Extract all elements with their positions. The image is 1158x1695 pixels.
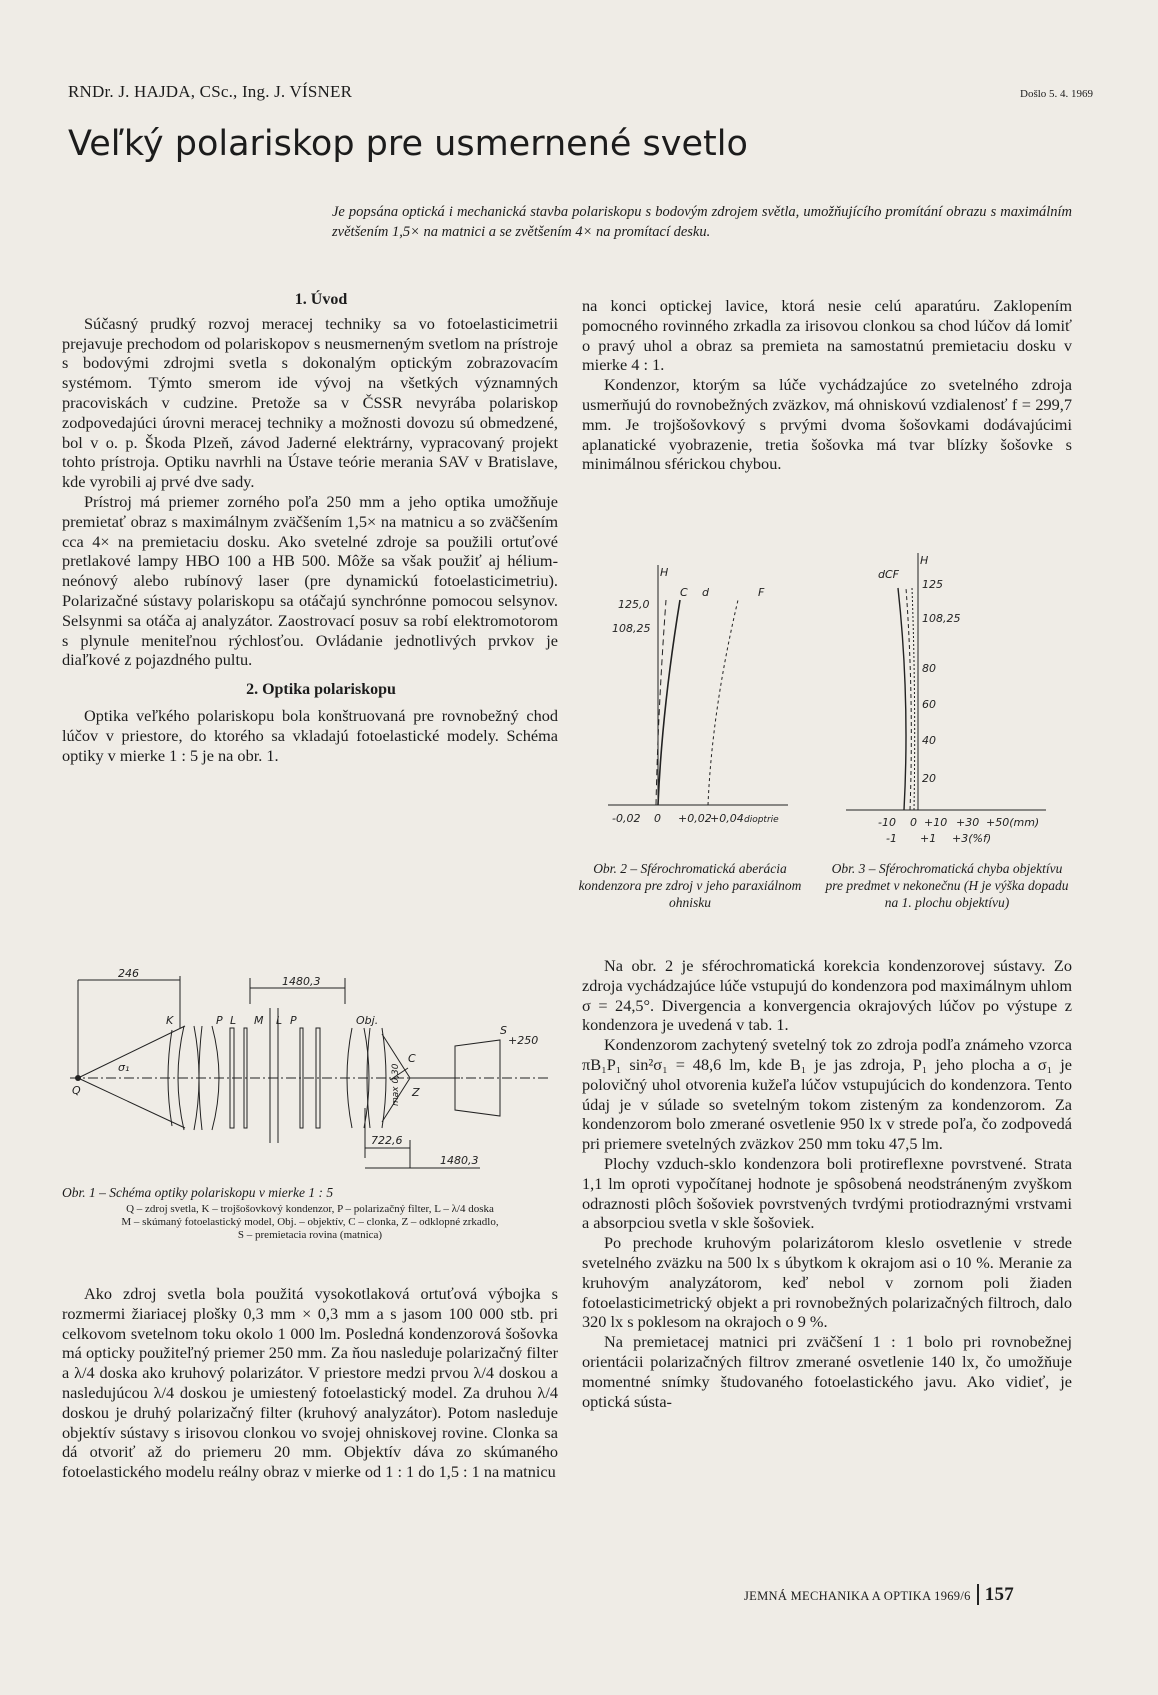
figure-1-caption: Obr. 1 – Schéma optiky polariskopu v mierke 1 : 5	[62, 1185, 334, 1200]
x-tick: -10	[878, 816, 896, 829]
y-tick: 108,25	[612, 622, 651, 635]
figure-3-chart	[826, 548, 1066, 848]
x-tick: +30	[956, 816, 980, 829]
abstract: Je popsána optická i mechanická stavba polariskopu s bodovým zdrojem světla, umožňujícího promítání obrazu s maximálním zvětšením 1,5× na matnici a se zvětšením 4× na promítací desku.	[332, 204, 1072, 240]
x-tick: 0	[910, 816, 917, 829]
axis-label-dCF: dCF	[878, 568, 899, 581]
label-Z: Z	[412, 1086, 420, 1099]
series-dCF-1	[898, 588, 906, 810]
label-L: L	[276, 1014, 283, 1027]
dim-label: 722,6	[371, 1134, 403, 1147]
paragraph: Prístroj má priemer zorného poľa 250 mm a jeho optika umožňuje premietať obraz s maximálnym zväčšením 1,5× na matnicu a so zväčšením cca 4× na premietaciu dosku. Ako svetelné zdroje sa použili ortuťové pretlakové lampy HBO 100 a HB 500. Môže sa však použiť aj hélium-neónový alebo rubínový laser (pre dynamickú fotoelasticimetriu). Polarizačné sústavy polariskopu sa otáčajú synchrónne pomocou selsynov. Selsynmi sa otáča aj analyzátor. Zaostrovací posuv sa robí elektromotorom s plynule meniteľnou rýchlosťou. Ovládanie jednotlivých prvkov je diaľkové z pojazdného pultu.	[62, 491, 558, 670]
paragraph: Na obr. 2 je sférochromatická korekcia kondenzorovej sústavy. Zo zdroja vychádzajúce lúče vstupujú do kondenzora pod maximálnym uhlom σ = 24,5°. Divergencia a konvergencia okrajových lúčov po výstupe z kondenzora je uvedená v tab. 1.	[582, 956, 1072, 1035]
paragraph: na konci optickej lavice, ktorá nesie celú aparatúru. Zaklopením pomocného rovinného zrkadla za irisovou clonkou sa chod lúčov dá lomiť o pravý uhol a obraz sa premieta na samostatnú premietaciu dosku v mierke 4 : 1.	[582, 296, 1072, 375]
paragraph: Súčasný prudký rozvoj meracej techniky sa vo fotoelasticimetrii prejavuje prechodom od polariskopov s neusmerneným svetlom na prístroje s bodovými zdrojmi svetla s dokonalým optickým zobrazovacím systémom. Týmto smerom ide vývoj na všetkých významných pracoviskách v cudzine. Pretože sa v ČSSR nevyrába polariskop zodpovedajúci úrovni meracej techniky a možnosti dovozu sú obmedzené, bol v o. p. Škoda Plzeň, závod Jaderné elektrárny, vypracovaný projekt tohto prístroja. Optiku navrhli na Ústave teórie merania SAV v Bratislave, kde vyrobili aj prvé dve sady.	[62, 313, 558, 492]
y-tick: 108,25	[922, 612, 961, 625]
paragraph: Kondenzorom zachytený svetelný tok zo zdroja podľa známeho vzorca πB₁P₁ sin²σ₁ = 48,6 lm, kde B₁ je jas zdroja, P₁ jeho plocha a σ₁ je polovičný uhol otvorenia kužeľa lúčov vstupujúcich do kondenzora. Tento údaj je v súlade so svetelným tokom zisteným za kondenzorom. Za kondenzorom bolo zmerané osvetlenie 950 lx v strede poľa, čo zodpovedá pri priemere svetelných zväzkov 250 mm toku 47,5 lm.	[582, 1035, 1072, 1154]
label-rotation: max 0,30	[391, 1063, 401, 1106]
paragraph: Kondenzor, ktorým sa lúče vychádzajúce zo svetelného zdroja usmerňujú do rovnobežných zväzkov, má ohniskovú vzdialenosť f = 299,7 mm. Je trojšošovkový s prvými dvoma šošovkami dodávajúcimi aplanatické vyobrazenie, tretia šošovka má tvar blízky šošovke s minimálnou sférickou chybou.	[582, 375, 1072, 474]
paragraph: Po prechode kruhovým polarizátorom kleslo osvetlenie v strede svetelného zväzku na 500 lx s úbytkom k okrajom asi o 10 %. Meranie za kruhovým analyzátorom, keď nebol v zornom poli žiaden fotoelasticimetrický objekt a pri rovnobežných polarizačných filtroch, dalo 320 lx s poklesom na okrajoch o 9 %.	[582, 1233, 1072, 1332]
received-date: Došlo 5. 4. 1969	[1020, 88, 1094, 100]
paragraph: Ako zdroj svetla bola použitá vysokotlaková ortuťová výbojka s rozmermi žiariacej plošky 0,3 mm × 0,3 mm a s jasom 100 000 stb. pri celkovom svetelnom toku okolo 1 000 lm. Posledná kondenzorová šošovka má opticky použiteľný priemer 250 mm. Za ňou nasleduje polarizačný filter a λ/4 doska ako kruhový polarizátor. V priestore medzi prvou λ/4 doskou a nasledujúcou λ/4 doskou je umiestený fotoelastický model. Za druhou λ/4 doskou je druhý polarizačný filter (kruhový analyzátor). Potom nasleduje objektív sústavy s irisovou clonkou vo svojej ohniskovej rovine. Clonka sa dá otvoriť až do priemeru 20 mm. Objektív dáva zo skúmaného fotoelastického modelu reálny obraz v mierke od 1 : 1 do 1,5 : 1 na matnicu	[62, 1284, 558, 1482]
x-tick: +50(mm)	[986, 816, 1040, 829]
series-label-c: C	[680, 586, 688, 599]
x-tick: +0,02	[678, 812, 712, 825]
legend-line: S – premietacia rovina (matnica)	[237, 1229, 383, 1241]
label-Q: Q	[72, 1084, 81, 1097]
y-tick: 60	[922, 698, 936, 711]
x-unit: dioptrie	[744, 815, 779, 825]
section-heading-2: 2. Optika polariskopu	[246, 681, 396, 699]
y-tick: 20	[922, 772, 936, 785]
left-column-bottom	[62, 1284, 558, 1482]
paragraph: Plochy vzduch-sklo kondenzora boli protireflexne povrstvené. Strata 1,1 lm oproti vypočítanej hodnote je spôsobená neodstráneným zvyškom odraznosti plôch šošoviek povrstvených tvrdými protiodraznými vrstvami a absorpciou svetla v skle šošoviek.	[582, 1153, 1072, 1233]
axis-label-H: H	[920, 554, 929, 567]
x-tick: +0,04	[710, 812, 744, 825]
series-label-d: d	[702, 586, 709, 599]
x-tick-percent: +3(%f)	[952, 832, 992, 845]
label-250: +250	[508, 1034, 539, 1047]
figure-2-caption: Obr. 2 – Sférochromatická aberácia kondenzora pre zdroj v jeho paraxiálnom ohnisku	[578, 861, 802, 910]
label-M: M	[254, 1014, 264, 1027]
x-tick-percent: +1	[920, 832, 937, 845]
right-column-top	[582, 296, 1072, 474]
figure-1-legend	[52, 1203, 568, 1242]
dim-label: 1480,3	[282, 975, 321, 988]
left-column-top	[62, 290, 558, 765]
optics-schematic-figure	[60, 968, 560, 1178]
section-heading-1: 1. Úvod	[294, 291, 348, 308]
y-tick: 40	[922, 734, 936, 747]
label-obj: Obj.	[356, 1014, 379, 1027]
dim-label: 246	[118, 968, 139, 980]
x-tick: -0,02	[612, 812, 641, 825]
paragraph: Optika veľkého polariskopu bola konštruovaná pre rovnobežný chod lúčov v priestore, do ktorého sa vkladajú fotoelastické modely. Schéma optiky v mierke 1 : 5 je na obr. 1.	[62, 705, 558, 765]
authors: RNDr. J. HAJDA, CSc., Ing. J. VÍSNER	[68, 82, 353, 101]
journal-name: JEMNÁ MECHANIKA A OPTIKA 1969/6	[744, 1589, 971, 1603]
paragraph: Na premietacej matnici pri zväčšení 1 : 1 bolo pri rovnobežnej orientácii polarizačných filtrov zmerané osvetlenie 140 lx, čo umožňuje momentné snímky študovaného fotoelastického javu. Ako vidieť, je optická sústa-	[582, 1332, 1072, 1411]
y-tick: 125	[922, 578, 943, 591]
label-L: L	[230, 1014, 237, 1027]
series-c	[658, 600, 680, 805]
light-source	[75, 1075, 81, 1081]
page-number: 157	[977, 1584, 1014, 1605]
article-title: Veľký polariskop pre usmernené svetlo	[68, 124, 748, 164]
page-footer	[744, 1584, 1014, 1606]
label-sigma: σ₁	[118, 1061, 130, 1074]
axis-label-H: H	[660, 566, 669, 579]
y-tick: 80	[922, 662, 936, 675]
figure-2-chart	[598, 560, 798, 830]
label-C: C	[408, 1052, 416, 1065]
right-column-bottom	[582, 956, 1072, 1411]
series-F	[708, 600, 738, 805]
legend-line: M – skúmaný fotoelastický model, Obj. – objektív, C – clonka, Z – odklopné zrkadlo,	[121, 1216, 499, 1228]
legend-line: Q – zdroj svetla, K – trojšošovkový kondenzor, P – polarizačný filter, L – λ/4 doska	[126, 1203, 494, 1215]
series-label-F: F	[758, 586, 765, 599]
label-P: P	[290, 1014, 297, 1027]
y-tick: 125,0	[618, 598, 650, 611]
label-S: S	[500, 1024, 507, 1037]
series-dCF-2	[906, 588, 911, 810]
label-P: P	[216, 1014, 223, 1027]
x-tick: 0	[654, 812, 661, 825]
figure-3-caption: Obr. 3 – Sférochromatická chyba objektívu pre predmet v nekonečnu (H je výška dopadu na 1. plochu objektívu)	[825, 861, 1069, 910]
x-tick-percent: -1	[886, 832, 897, 845]
dim-label: 1480,3	[440, 1154, 479, 1167]
label-K: K	[166, 1014, 174, 1027]
x-tick: +10	[924, 816, 948, 829]
series-dCF-3	[912, 588, 915, 810]
